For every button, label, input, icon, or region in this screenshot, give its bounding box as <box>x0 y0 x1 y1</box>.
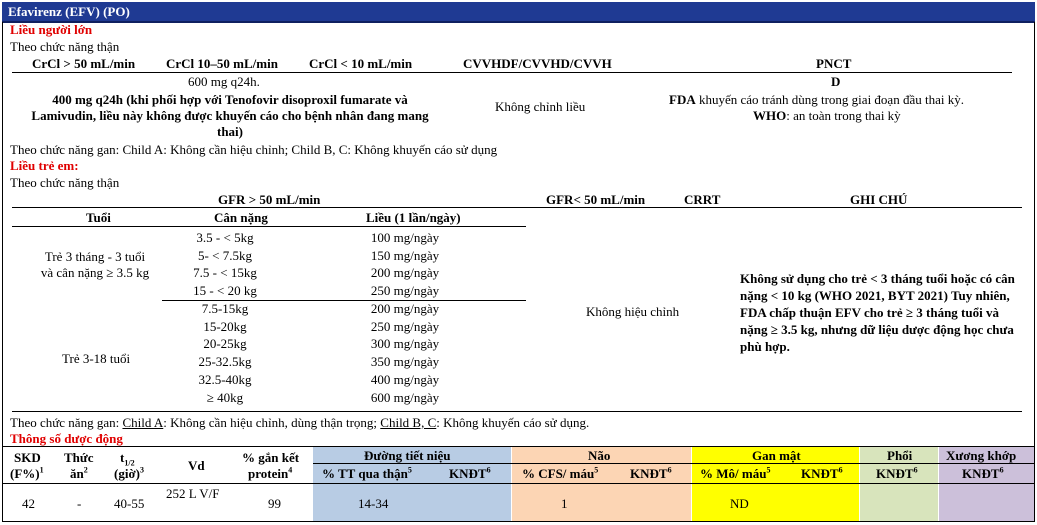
pk-col-protein-sub <box>248 466 292 482</box>
kndt-bone-text: KNĐT <box>962 466 1000 481</box>
child-bottom-rule <box>12 411 1022 412</box>
pk-col-thucan-sub <box>70 466 88 482</box>
group1-weight: 15 - < 20 kg <box>193 283 257 299</box>
sub-kndt-liver <box>801 466 843 482</box>
left-border <box>2 22 3 522</box>
thucan-sub-text: ăn <box>70 466 84 481</box>
child-subheader-rule <box>12 226 526 227</box>
child-hepatic <box>10 415 589 431</box>
kndt-bone-sup: 6 <box>999 465 1004 475</box>
t12-sup: 3 <box>139 465 144 475</box>
mo-text: % Mô/ máu <box>700 466 767 481</box>
group1-weight: 3.5 - < 5kg <box>196 230 254 245</box>
child-sub-weight: Cân nặng <box>214 210 268 225</box>
val-t12: 40-55 <box>114 496 145 511</box>
group2-weight: 7.5-15kg <box>201 301 249 316</box>
hepatic-prefix: Theo chức năng gan: <box>10 415 123 430</box>
fda-label: FDA <box>669 92 696 107</box>
tt-than-sup: 5 <box>407 465 412 475</box>
fda-text: khuyến cáo tránh dùng trong giai đoạn đầu thai kỳ. <box>695 92 964 107</box>
child-note: Không sử dụng cho trẻ < 3 tháng tuổi hoặc có cân nặng < 10 kg (WHO 2021, BYT 2021) Tuy nhiên, FDA chấp thuận EFV cho trẻ ≥ 3 tháng tuổi và nặng ≥ 3.5 kg, nhưng dữ liệu dược động học chưa phù hợp. <box>740 271 1015 354</box>
val-mo: ND <box>730 496 749 511</box>
drug-title-bar <box>2 2 1035 23</box>
pk-header-bottom-rule <box>2 483 1035 484</box>
hepatic-mid: : Không cần hiệu chỉnh, dùng thận trọng; <box>163 415 381 430</box>
group1-age-line2: và cân nặng ≥ 3.5 kg <box>40 265 150 280</box>
t12-unit-text: (giờ) <box>114 466 140 481</box>
grp-liver: Gan mật <box>752 448 801 463</box>
gfr-lt50-value: Không hiệu chỉnh <box>586 304 680 319</box>
group2-dose: 200 mg/ngày <box>370 301 440 316</box>
sub-kndt-lung <box>876 466 918 482</box>
sub-cfs <box>522 466 598 482</box>
kndt-urine-sup: 6 <box>486 465 491 475</box>
pk-col-protein: % gắn kết <box>242 450 300 465</box>
adult-col-crcl-lt10: CrCl < 10 mL/min <box>309 56 413 71</box>
group2-weight: 20-25kg <box>203 336 247 352</box>
kndt-lung-text: KNĐT <box>876 466 914 481</box>
adult-dose-line1: 600 mg q24h. <box>188 74 260 89</box>
group2-dose: 400 mg/ngày <box>370 371 440 387</box>
sub-kndt-bone <box>962 466 1004 482</box>
child-col-note: GHI CHÚ <box>850 192 908 207</box>
child-col-crrt: CRRT <box>684 192 721 207</box>
kndt-urine-text: KNĐT <box>449 466 487 481</box>
group1-dose: 100 mg/ngày <box>370 230 440 245</box>
kndt-brain-sup: 6 <box>667 465 672 475</box>
child-renal-label: Theo chức năng thận <box>10 175 120 190</box>
val-protein: 99 <box>268 496 281 511</box>
kndt-lung-sup: 6 <box>913 465 918 475</box>
grp-lung: Phổi <box>887 448 913 463</box>
sub-kndt-urine <box>449 466 491 482</box>
kndt-liver-text: KNĐT <box>801 466 839 481</box>
drug-title: Efavirenz (EFV) (PO) <box>8 4 130 19</box>
child-col-gfr-lt50: GFR< 50 mL/min <box>546 192 646 207</box>
group2-age: Trẻ 3-18 tuổi <box>62 351 131 366</box>
child-header-rule <box>12 207 1022 208</box>
skd-sup: 1 <box>39 465 44 475</box>
adult-header-rule <box>12 72 1012 73</box>
pk-col-skd: SKD <box>14 450 41 465</box>
sub-mo <box>700 466 770 482</box>
group2-weight: 25-32.5kg <box>198 354 252 370</box>
pk-heading: Thông số dược động <box>10 431 123 446</box>
t12-sub: 1/2 <box>124 458 135 468</box>
adult-dose-line2: 400 mg q24h (khi phối hợp với Tenofovir disoproxil fumarate và Lamivudin, liều này không được khuyến cáo cho bệnh nhân đang mang thai) <box>31 92 429 139</box>
group2-dose: 300 mg/ngày <box>370 336 440 352</box>
child-heading: Liều trẻ em: <box>10 158 79 173</box>
group1-dose: 250 mg/ngày <box>370 283 440 299</box>
adult-hepatic: Theo chức năng gan: Child A: Không cần hiệu chỉnh; Child B, C: Không khuyến cáo sử dụng <box>10 142 498 157</box>
adult-col-pnct: PNCT <box>816 56 852 71</box>
adult-cvvh-value: Không chỉnh liều <box>495 99 586 114</box>
tt-than-text: % TT qua thận <box>322 466 408 481</box>
grp-brain: Não <box>588 448 611 463</box>
hepatic-suffix: : Không khuyến cáo sử dụng. <box>436 415 590 430</box>
group1-dose: 200 mg/ngày <box>370 265 440 281</box>
group2-dose: 600 mg/ngày <box>370 389 440 405</box>
pk-col-thucan: Thức <box>64 450 94 465</box>
grp-bone: Xương khớp <box>946 448 1017 463</box>
mo-sup: 5 <box>766 465 771 475</box>
adult-col-crcl-10-50: CrCl 10–50 mL/min <box>166 56 278 71</box>
val-skd: 42 <box>22 496 35 511</box>
adult-pnct-who <box>753 108 901 124</box>
hepatic-child-a: Child A <box>122 415 164 430</box>
group1-weight: 5- < 7.5kg <box>198 247 252 263</box>
pk-col-skd-sub <box>10 466 44 482</box>
val-vd: 252 L V/F <box>166 486 220 501</box>
cfs-text: % CFS/ máu <box>522 466 595 481</box>
adult-renal-label: Theo chức năng thận <box>10 39 120 54</box>
child-col-gfr-gt50: GFR > 50 mL/min <box>218 192 321 207</box>
protein-sup: 4 <box>288 465 293 475</box>
group2-weight: ≥ 40kg <box>206 389 244 405</box>
group2-dose: 350 mg/ngày <box>370 354 440 370</box>
pk-bottom-rule <box>2 521 1035 522</box>
child-sub-dose: Liều (1 lần/ngày) <box>366 210 461 225</box>
pk-top-rule <box>2 446 1035 447</box>
group2-dose: 250 mg/ngày <box>370 318 440 334</box>
group1-age-line1: Trẻ 3 tháng - 3 tuổi <box>44 249 146 264</box>
adult-pnct-fda <box>669 92 964 108</box>
hepatic-child-bc: Child B, C <box>380 415 437 430</box>
adult-col-crcl-gt50: CrCl > 50 mL/min <box>32 56 136 71</box>
adult-pnct-class: D <box>831 74 841 89</box>
grp-urine: Đường tiết niệu <box>364 448 451 463</box>
pk-col-t12-unit <box>114 466 144 482</box>
who-text: : an toàn trong thai kỳ <box>786 108 901 123</box>
val-tt-than: 14-34 <box>358 496 389 511</box>
adult-col-cvvh: CVVHDF/CVVHD/CVVH <box>463 56 612 71</box>
child-sub-age: Tuổi <box>86 210 111 225</box>
pk-col-vd: Vd <box>188 458 205 473</box>
sub-tt-than <box>322 466 412 482</box>
t12-t: t <box>120 450 125 465</box>
sub-kndt-brain <box>630 466 672 482</box>
group1-weight: 7.5 - < 15kg <box>193 265 257 281</box>
kndt-liver-sup: 6 <box>838 465 843 475</box>
cfs-sup: 5 <box>594 465 599 475</box>
group2-weight: 15-20kg <box>203 318 247 334</box>
thucan-sup: 2 <box>83 465 88 475</box>
protein-sub-text: protein <box>248 466 289 481</box>
group2-weight: 32.5-40kg <box>198 371 252 387</box>
right-border <box>1034 22 1035 522</box>
val-cfs: 1 <box>561 496 568 511</box>
kndt-brain-text: KNĐT <box>630 466 668 481</box>
skd-sub-text: (F%) <box>10 466 40 481</box>
val-thucan: - <box>77 496 82 511</box>
who-label: WHO <box>753 108 787 123</box>
adult-heading: Liều người lớn <box>10 22 93 37</box>
group1-dose: 150 mg/ngày <box>370 247 440 263</box>
